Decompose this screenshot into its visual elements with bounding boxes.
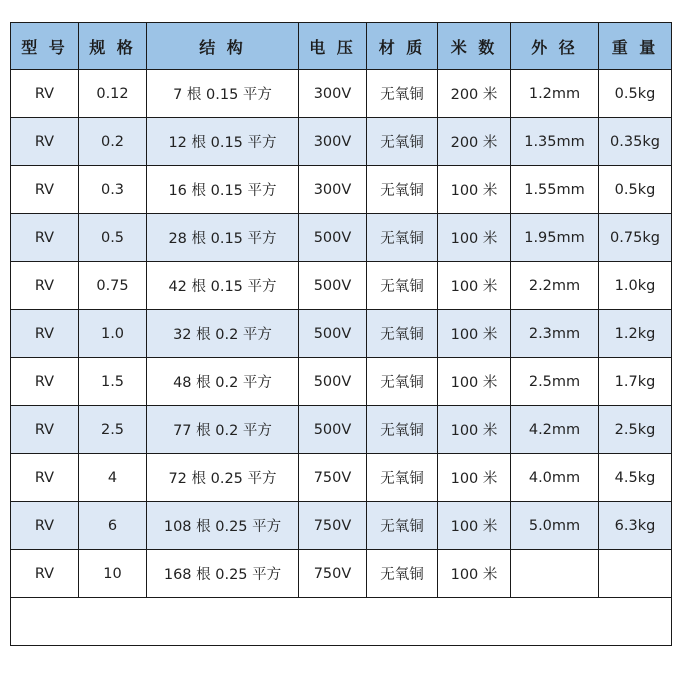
cell-spec: 10	[79, 550, 147, 598]
empty-table-row	[11, 598, 672, 646]
cell-structure: 42 根 0.15 平方	[147, 262, 299, 310]
cell-voltage: 500V	[299, 406, 367, 454]
header-length: 米 数	[438, 23, 511, 70]
cell-spec: 4	[79, 454, 147, 502]
cell-structure: 77 根 0.2 平方	[147, 406, 299, 454]
cell-spec: 6	[79, 502, 147, 550]
cell-outer-diameter: 5.0mm	[511, 502, 599, 550]
cell-length: 100 米	[438, 502, 511, 550]
cell-outer-diameter: 2.2mm	[511, 262, 599, 310]
cell-outer-diameter: 1.2mm	[511, 70, 599, 118]
cell-length: 100 米	[438, 262, 511, 310]
table-row	[11, 166, 672, 214]
cell-weight: 0.5kg	[599, 166, 672, 214]
table-row	[11, 262, 672, 310]
cell-voltage: 500V	[299, 214, 367, 262]
cell-length: 100 米	[438, 550, 511, 598]
cell-spec: 2.5	[79, 406, 147, 454]
table-row	[11, 550, 672, 598]
cell-spec: 0.5	[79, 214, 147, 262]
header-outer-diameter: 外 径	[511, 23, 599, 70]
header-spec: 规 格	[79, 23, 147, 70]
table-row	[11, 310, 672, 358]
cell-voltage: 750V	[299, 502, 367, 550]
cell-voltage: 500V	[299, 310, 367, 358]
table-row	[11, 406, 672, 454]
cell-model: RV	[11, 166, 79, 214]
cell-model: RV	[11, 550, 79, 598]
cell-voltage: 750V	[299, 454, 367, 502]
cell-model: RV	[11, 262, 79, 310]
cell-spec: 0.12	[79, 70, 147, 118]
cell-length: 100 米	[438, 406, 511, 454]
table-row	[11, 70, 672, 118]
header-material: 材 质	[367, 23, 438, 70]
cell-voltage: 300V	[299, 118, 367, 166]
cell-outer-diameter: 4.0mm	[511, 454, 599, 502]
cell-length: 100 米	[438, 454, 511, 502]
cell-model: RV	[11, 454, 79, 502]
cell-weight: 4.5kg	[599, 454, 672, 502]
cell-material: 无氧铜	[367, 262, 438, 310]
cell-outer-diameter: 2.3mm	[511, 310, 599, 358]
cell-weight: 2.5kg	[599, 406, 672, 454]
cell-length: 200 米	[438, 70, 511, 118]
cell-material: 无氧铜	[367, 214, 438, 262]
cell-voltage: 750V	[299, 550, 367, 598]
cell-spec: 1.0	[79, 310, 147, 358]
cell-structure: 108 根 0.25 平方	[147, 502, 299, 550]
spec-table-container	[10, 22, 671, 646]
cell-structure: 32 根 0.2 平方	[147, 310, 299, 358]
empty-cell	[11, 598, 672, 646]
cell-structure: 12 根 0.15 平方	[147, 118, 299, 166]
cell-spec: 0.2	[79, 118, 147, 166]
cell-model: RV	[11, 118, 79, 166]
table-row	[11, 358, 672, 406]
header-weight: 重 量	[599, 23, 672, 70]
cell-material: 无氧铜	[367, 70, 438, 118]
cell-structure: 72 根 0.25 平方	[147, 454, 299, 502]
cell-weight: 0.5kg	[599, 70, 672, 118]
cell-model: RV	[11, 358, 79, 406]
cell-weight: 1.7kg	[599, 358, 672, 406]
cell-length: 100 米	[438, 166, 511, 214]
header-row	[11, 23, 672, 70]
cell-outer-diameter: 1.55mm	[511, 166, 599, 214]
cell-model: RV	[11, 70, 79, 118]
cell-structure: 16 根 0.15 平方	[147, 166, 299, 214]
cell-structure: 48 根 0.2 平方	[147, 358, 299, 406]
cell-model: RV	[11, 406, 79, 454]
table-row	[11, 502, 672, 550]
cell-length: 100 米	[438, 358, 511, 406]
cell-weight: 0.75kg	[599, 214, 672, 262]
cell-spec: 0.75	[79, 262, 147, 310]
cell-structure: 7 根 0.15 平方	[147, 70, 299, 118]
table-row	[11, 214, 672, 262]
table-row	[11, 118, 672, 166]
cell-outer-diameter: 1.95mm	[511, 214, 599, 262]
cell-outer-diameter: 1.35mm	[511, 118, 599, 166]
cell-weight	[599, 550, 672, 598]
cell-material: 无氧铜	[367, 166, 438, 214]
cable-spec-table	[10, 22, 672, 646]
cell-outer-diameter	[511, 550, 599, 598]
cell-model: RV	[11, 502, 79, 550]
cell-material: 无氧铜	[367, 310, 438, 358]
cell-spec: 0.3	[79, 166, 147, 214]
cell-material: 无氧铜	[367, 454, 438, 502]
cell-material: 无氧铜	[367, 118, 438, 166]
cell-voltage: 300V	[299, 166, 367, 214]
cell-length: 200 米	[438, 118, 511, 166]
cell-material: 无氧铜	[367, 406, 438, 454]
cell-weight: 1.0kg	[599, 262, 672, 310]
cell-voltage: 500V	[299, 358, 367, 406]
header-voltage: 电 压	[299, 23, 367, 70]
cell-length: 100 米	[438, 310, 511, 358]
cell-outer-diameter: 2.5mm	[511, 358, 599, 406]
table-row	[11, 454, 672, 502]
cell-weight: 1.2kg	[599, 310, 672, 358]
cell-material: 无氧铜	[367, 502, 438, 550]
cell-material: 无氧铜	[367, 550, 438, 598]
cell-structure: 168 根 0.25 平方	[147, 550, 299, 598]
cell-weight: 6.3kg	[599, 502, 672, 550]
cell-outer-diameter: 4.2mm	[511, 406, 599, 454]
cell-voltage: 300V	[299, 70, 367, 118]
cell-spec: 1.5	[79, 358, 147, 406]
cell-length: 100 米	[438, 214, 511, 262]
header-model: 型 号	[11, 23, 79, 70]
cell-structure: 28 根 0.15 平方	[147, 214, 299, 262]
header-structure: 结 构	[147, 23, 299, 70]
cell-weight: 0.35kg	[599, 118, 672, 166]
cell-model: RV	[11, 214, 79, 262]
cell-model: RV	[11, 310, 79, 358]
cell-material: 无氧铜	[367, 358, 438, 406]
cell-voltage: 500V	[299, 262, 367, 310]
